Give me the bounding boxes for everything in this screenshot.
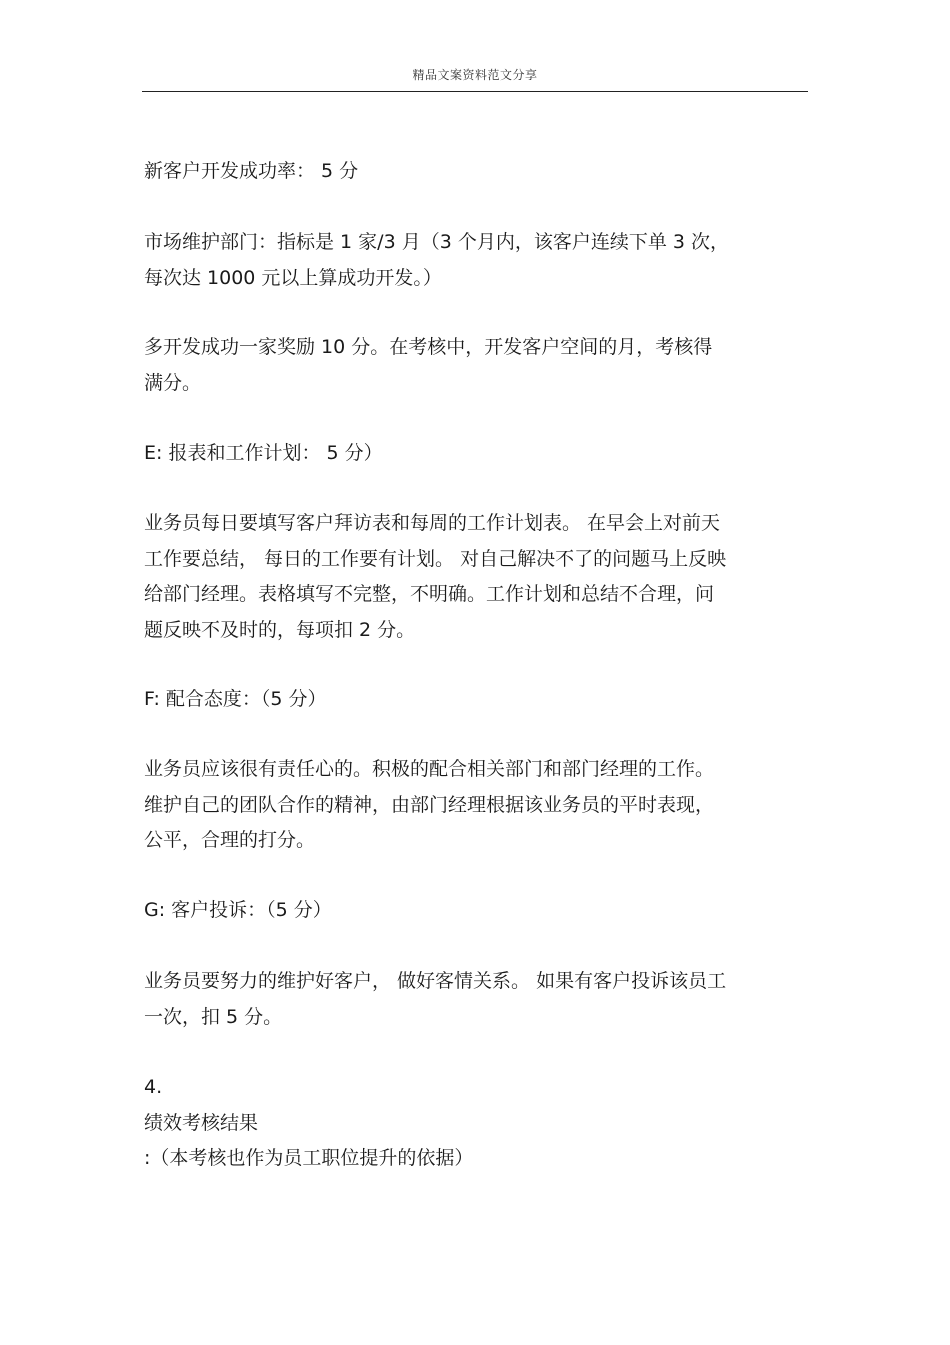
section-number: 4. (144, 1076, 163, 1098)
paragraph-development-bonus (144, 330, 808, 401)
text-line: F: 配合态度：（5 分） (144, 688, 327, 710)
text-line: 维护自己的团队合作的精神，由部门经理根据该业务员的平时表现， (144, 793, 715, 816)
paragraph-responsibility (144, 752, 808, 859)
paragraph-client-relations (144, 964, 808, 1035)
header-divider (142, 91, 808, 92)
text-line: 业务员应该很有责任心的。积极的配合相关部门和部门经理的工作。 (144, 758, 715, 780)
text-line: 给部门经理。表格填写不完整，不明确。工作计划和总结不合理，问 (144, 583, 715, 605)
paragraph-new-client-success-rate (144, 154, 808, 190)
text-line: 新客户开发成功率： 5 分 (144, 160, 359, 182)
section-note: :（本考核也作为员工职位提升的依据） (144, 1147, 474, 1169)
text-line: 多开发成功一家奖励 10 分。在考核中，开发客户空间的月，考核得 (144, 336, 713, 358)
text-line: 工作要总结， 每日的工作要有计划。 对自己解决不了的问题马上反映 (144, 547, 727, 570)
text-line: 业务员每日要填写客户拜访表和每周的工作计划表。 在早会上对前天 (144, 512, 721, 534)
text-line: 满分。 (144, 371, 202, 394)
text-line: 市场维护部门：指标是 1 家/3 月（3 个月内，该客户连续下单 3 次， (144, 231, 729, 253)
paragraph-market-maintenance (144, 225, 808, 296)
text-line: 一次，扣 5 分。 (144, 1005, 283, 1028)
header-title: 精品文案资料范文分享 (412, 68, 538, 82)
heading-g-customer-complaints (144, 893, 808, 929)
text-line: 业务员要努力的维护好客户， 做好客情关系。 如果有客户投诉该员工 (144, 970, 727, 992)
text-line: 题反映不及时的，每项扣 2 分。 (144, 618, 416, 641)
text-line: E: 报表和工作计划： 5 分） (144, 442, 383, 464)
text-line: 公平，合理的打分。 (144, 829, 316, 851)
paragraph-daily-reports (144, 506, 808, 648)
text-line: G: 客户投诉：（5 分） (144, 899, 332, 921)
heading-f-cooperation-attitude (144, 682, 808, 718)
heading-e-reports-and-plans (144, 436, 808, 472)
section-4-performance-results (144, 1070, 808, 1177)
section-title: 绩效考核结果 (144, 1111, 259, 1134)
text-line: 每次达 1000 元以上算成功开发。） (144, 266, 442, 289)
